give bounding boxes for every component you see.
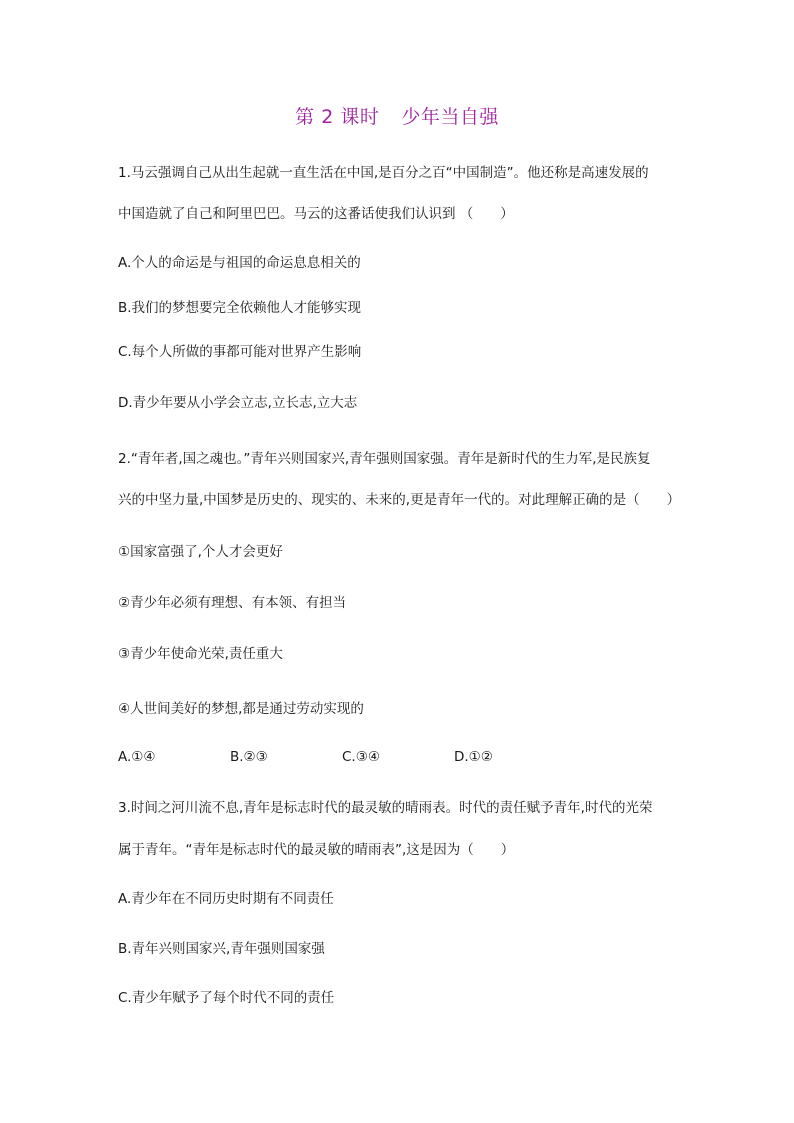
question-2-stem-line-2: 兴的中坚力量,中国梦是历史的、现实的、未来的,更是青年一代的。对此理解正确的是（ ） — [118, 492, 681, 508]
question-2-choice-b: B.②③ — [230, 749, 268, 765]
question-2-choice-c: C.③④ — [342, 749, 380, 765]
question-2-choice-d: D.①② — [454, 749, 493, 765]
question-1-option-c: C.每个人所做的事都可能对世界产生影响 — [118, 344, 362, 360]
question-2-stem-line-1: 2.“青年者,国之魂也。”青年兴则国家兴,青年强则国家强。青年是新时代的生力军,是民族复 — [118, 451, 651, 467]
question-1-stem-line-1: 1.马云强调自己从出生起就一直生活在中国,是百分之百“中国制造”。他还称是高速发展的 — [118, 165, 649, 181]
page-title — [0, 103, 794, 131]
question-3-option-a: A.青少年在不同历史时期有不同责任 — [118, 891, 334, 907]
question-1-option-b: B.我们的梦想要完全依赖他人才能够实现 — [118, 300, 362, 316]
lesson-number: 第 2 课时 — [295, 106, 380, 128]
question-2-statement-2: ②青少年必须有理想、有本领、有担当 — [118, 595, 347, 611]
lesson-name: 少年当自强 — [401, 106, 499, 128]
question-2-choice-a: A.①④ — [118, 749, 156, 765]
question-3-stem-line-1: 3.时间之河川流不息,青年是标志时代的最灵敏的晴雨表。时代的责任赋予青年,时代的光荣 — [118, 800, 653, 816]
question-1-option-d: D.青少年要从小学会立志,立长志,立大志 — [118, 395, 358, 411]
question-1-option-a: A.个人的命运是与祖国的命运息息相关的 — [118, 255, 361, 271]
question-2-statement-3: ③青少年使命光荣,责任重大 — [118, 646, 283, 662]
question-2-statement-1: ①国家富强了,个人才会更好 — [118, 544, 283, 560]
question-3-option-c: C.青少年赋予了每个时代不同的责任 — [118, 990, 335, 1006]
question-2-statement-4: ④人世间美好的梦想,都是通过劳动实现的 — [118, 701, 364, 717]
question-1-stem-line-2: 中国造就了自己和阿里巴巴。马云的这番话使我们认识到 （ ） — [118, 206, 514, 222]
question-3-option-b: B.青年兴则国家兴,青年强则国家强 — [118, 941, 325, 957]
question-3-stem-line-2: 属于青年。“青年是标志时代的最灵敏的晴雨表”,这是因为（ ） — [118, 842, 515, 858]
